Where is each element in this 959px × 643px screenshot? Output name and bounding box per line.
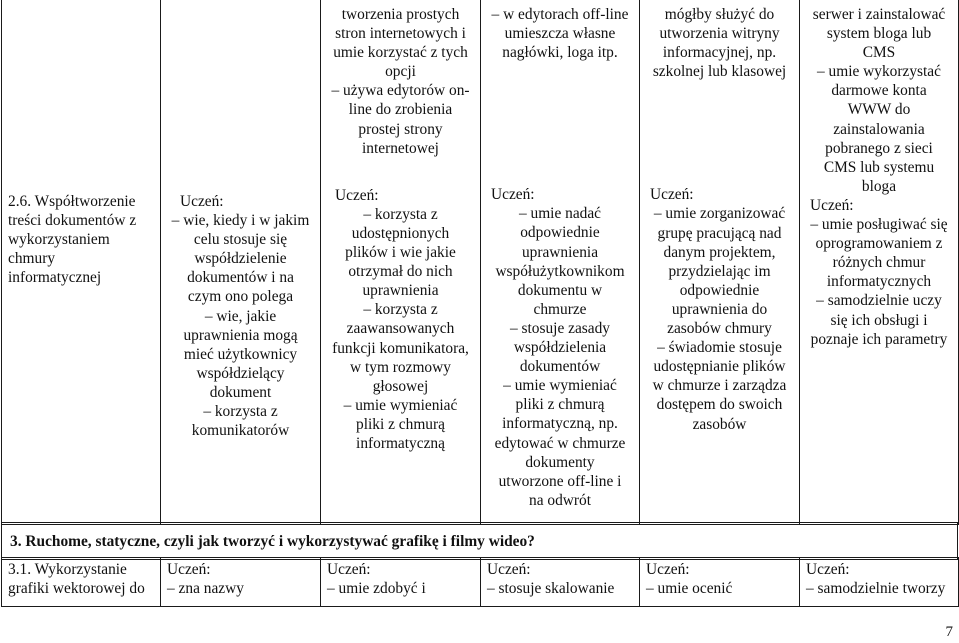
text-line: pobranego z sieci bbox=[825, 139, 933, 157]
text-line: system bloga lub bbox=[826, 25, 932, 43]
text-line: dokumenty bbox=[525, 453, 595, 471]
section-heading: 3. Ruchome, statyczne, czyli jak tworzyć i wykorzystywać grafikę i filmy wideo? bbox=[2, 523, 958, 560]
text-line: zainstalowania bbox=[833, 120, 925, 138]
text-line: współużytkownikom bbox=[495, 262, 625, 280]
level-cell-6 bbox=[800, 0, 959, 525]
uczen-label: Uczeń: bbox=[810, 196, 854, 214]
text-line: – umie zorganizować bbox=[653, 205, 786, 223]
text-line: w chmurze i zarządza bbox=[652, 377, 787, 395]
text-line: – zna nazwy bbox=[167, 580, 244, 598]
text-line: – umie zdobyć i bbox=[327, 580, 426, 598]
requirements-list bbox=[646, 204, 793, 433]
text-line: czym ono polega bbox=[187, 288, 294, 306]
requirements-list bbox=[327, 205, 474, 453]
topic-title bbox=[8, 192, 154, 287]
text-line: oprogramowaniem z bbox=[815, 235, 943, 253]
text-line: umie korzystać z tych bbox=[333, 44, 468, 62]
text-line: CMS lub systemu bbox=[823, 158, 935, 176]
text-line: dokumentów bbox=[519, 358, 601, 376]
level-cell-6 bbox=[800, 558, 959, 607]
continued-text bbox=[806, 5, 952, 196]
text-line: w tym rozmowy bbox=[350, 358, 451, 376]
requirements-list bbox=[327, 560, 474, 598]
text-line: treści dokumentów z bbox=[8, 212, 137, 230]
text-line: udostępnionych bbox=[351, 224, 450, 242]
text-line: – używa edytorów on- bbox=[331, 82, 470, 100]
text-line: – umie wykorzystać bbox=[817, 63, 941, 81]
text-line: funkcji komunikatora, bbox=[332, 339, 469, 357]
competency-table-top bbox=[1, 0, 959, 525]
text-line: informatycznych bbox=[826, 273, 932, 291]
text-line: mógłby służyć do bbox=[664, 6, 775, 23]
text-line: dokumentu w bbox=[517, 281, 603, 299]
requirements-list bbox=[806, 215, 952, 349]
text-line: szkolnej lub klasowej bbox=[652, 63, 787, 81]
level-cell-2 bbox=[161, 0, 321, 525]
text-line: Uczeń: bbox=[487, 561, 531, 578]
text-line: danym projektem, bbox=[663, 243, 776, 261]
text-line: plików i wie jakie bbox=[345, 244, 456, 262]
text-line: prostej strony bbox=[358, 120, 443, 138]
requirements-list bbox=[167, 211, 314, 440]
text-line: zasobów bbox=[692, 415, 747, 433]
text-line: się ich obsługi i bbox=[830, 311, 928, 329]
text-line: współdzielenia bbox=[513, 339, 607, 357]
text-line: dokument bbox=[209, 383, 272, 401]
text-line: stron internetowych i bbox=[335, 25, 466, 43]
requirements-list bbox=[487, 560, 633, 598]
text-line: uprawnienia bbox=[362, 282, 439, 300]
level-cell-3 bbox=[321, 558, 481, 607]
text-line: chmurze bbox=[533, 300, 587, 318]
text-line: głosowej bbox=[372, 377, 429, 395]
level-cell-4 bbox=[481, 0, 640, 525]
text-line: utworzone off-line i bbox=[498, 472, 622, 490]
text-line: mieć użytkownicy bbox=[183, 345, 298, 363]
level-cell-3 bbox=[321, 0, 481, 525]
text-line: – samodzielnie uczy bbox=[816, 292, 942, 310]
requirements-list bbox=[167, 560, 314, 598]
text-line: uprawnienia do bbox=[671, 300, 768, 318]
text-line: pliki z chmurą bbox=[515, 396, 605, 414]
level-cell-4 bbox=[481, 558, 640, 607]
section-heading-table bbox=[1, 522, 958, 560]
text-line: – umie wymieniać bbox=[503, 377, 617, 395]
text-line: informatycznej bbox=[8, 269, 102, 287]
text-line: – umie nadać bbox=[518, 205, 602, 223]
text-line: – umie wymieniać bbox=[343, 396, 458, 414]
text-line: informatyczną bbox=[356, 434, 445, 452]
text-line: – korzysta z bbox=[363, 205, 438, 223]
page-number: 7 bbox=[945, 624, 953, 640]
text-line: różnych chmur bbox=[832, 254, 926, 272]
text-line: Uczeń: bbox=[646, 561, 690, 578]
text-line: – stosuje skalowanie bbox=[487, 580, 615, 598]
continued-text bbox=[646, 5, 793, 81]
text-line: WWW do bbox=[847, 101, 911, 119]
text-line: poznaje ich parametry bbox=[810, 330, 948, 348]
continued-text bbox=[327, 5, 474, 158]
table-row bbox=[2, 523, 958, 560]
uczen-label: Uczeń: bbox=[491, 186, 535, 204]
text-line: uprawnienia bbox=[521, 243, 599, 261]
text-line: 2.6. Współtworzenie bbox=[8, 193, 136, 210]
text-line: internetowej bbox=[362, 139, 439, 157]
uczen-label: Uczeń: bbox=[180, 193, 224, 210]
text-line: zaawansowanych bbox=[346, 320, 455, 338]
text-line: – korzysta z bbox=[363, 301, 438, 319]
text-line: udostępnianie plików bbox=[653, 358, 786, 376]
text-line: informacyjnej, np. bbox=[662, 44, 777, 62]
text-line: – w edytorach off-line bbox=[491, 6, 629, 23]
text-line: dokumentów i na bbox=[187, 269, 294, 287]
text-line: Uczeń: bbox=[327, 561, 371, 578]
text-line: – umie ocenić bbox=[646, 580, 733, 598]
text-line: tworzenia prostych bbox=[341, 6, 460, 23]
uczen-label: Uczeń: bbox=[335, 186, 379, 204]
text-line: celu stosuje się bbox=[193, 231, 288, 249]
text-line: serwer i zainstalować bbox=[812, 6, 946, 23]
topic-cell bbox=[2, 558, 161, 607]
text-line: grafiki wektorowej do bbox=[8, 580, 145, 598]
text-line: – korzysta z bbox=[203, 403, 278, 421]
text-line: Uczeń: bbox=[167, 561, 211, 578]
text-line: grupę pracującą nad bbox=[657, 224, 782, 242]
text-line: dostępem do swoich bbox=[656, 396, 783, 414]
text-line: CMS bbox=[862, 44, 896, 62]
text-line: – samodzielnie tworzy bbox=[806, 580, 946, 598]
text-line: opcji bbox=[385, 63, 416, 81]
text-line: wykorzystaniem bbox=[8, 231, 110, 249]
text-line: darmowe konta bbox=[831, 82, 927, 100]
text-line: bloga bbox=[861, 177, 897, 195]
uczen-label: Uczeń: bbox=[650, 186, 694, 204]
continued-text bbox=[487, 5, 633, 62]
text-line: chmury bbox=[8, 250, 56, 268]
text-line: komunikatorów bbox=[191, 422, 290, 440]
text-line: Uczeń: bbox=[806, 561, 850, 578]
table-row bbox=[2, 0, 959, 525]
text-line: – umie posługiwać się bbox=[810, 216, 948, 234]
requirements-list bbox=[646, 560, 793, 598]
competency-table-bottom bbox=[1, 557, 959, 607]
requirements-list bbox=[487, 204, 633, 510]
text-line: współdzielący bbox=[196, 364, 285, 382]
text-line: line do zrobienia bbox=[348, 101, 453, 119]
text-line: zasobów chmury bbox=[667, 320, 772, 338]
topic-title bbox=[8, 560, 154, 598]
text-line: – wie, jakie bbox=[204, 307, 277, 325]
text-line: – wie, kiedy i w jakim bbox=[171, 212, 310, 230]
text-line: – stosuje zasady bbox=[509, 319, 611, 337]
text-line: odpowiednie bbox=[679, 281, 760, 299]
text-line: edytować w chmurze bbox=[494, 434, 626, 452]
text-line: otrzymał do nich bbox=[348, 263, 453, 281]
text-line: współdzielenie bbox=[194, 250, 287, 268]
text-line: nagłówki, loga itp. bbox=[502, 44, 618, 62]
text-line: odpowiednie bbox=[520, 224, 600, 242]
level-cell-5 bbox=[640, 558, 800, 607]
text-line: uprawnienia mogą bbox=[183, 326, 298, 344]
text-line: pliki z chmurą bbox=[356, 415, 445, 433]
text-line: umieszcza własne bbox=[504, 25, 616, 43]
requirements-list bbox=[806, 560, 952, 598]
level-cell-2 bbox=[161, 558, 321, 607]
level-cell-5 bbox=[640, 0, 800, 525]
text-line: utworzenia witryny bbox=[659, 25, 780, 43]
text-line: na odwrót bbox=[529, 491, 591, 509]
table-row bbox=[2, 558, 959, 607]
text-line: przydzielając im bbox=[668, 262, 771, 280]
text-line: informatyczną, np. bbox=[502, 415, 618, 433]
text-line: – świadomie stosuje bbox=[657, 339, 782, 357]
text-line: 3.1. Wykorzystanie bbox=[8, 561, 127, 578]
topic-cell bbox=[2, 0, 161, 525]
